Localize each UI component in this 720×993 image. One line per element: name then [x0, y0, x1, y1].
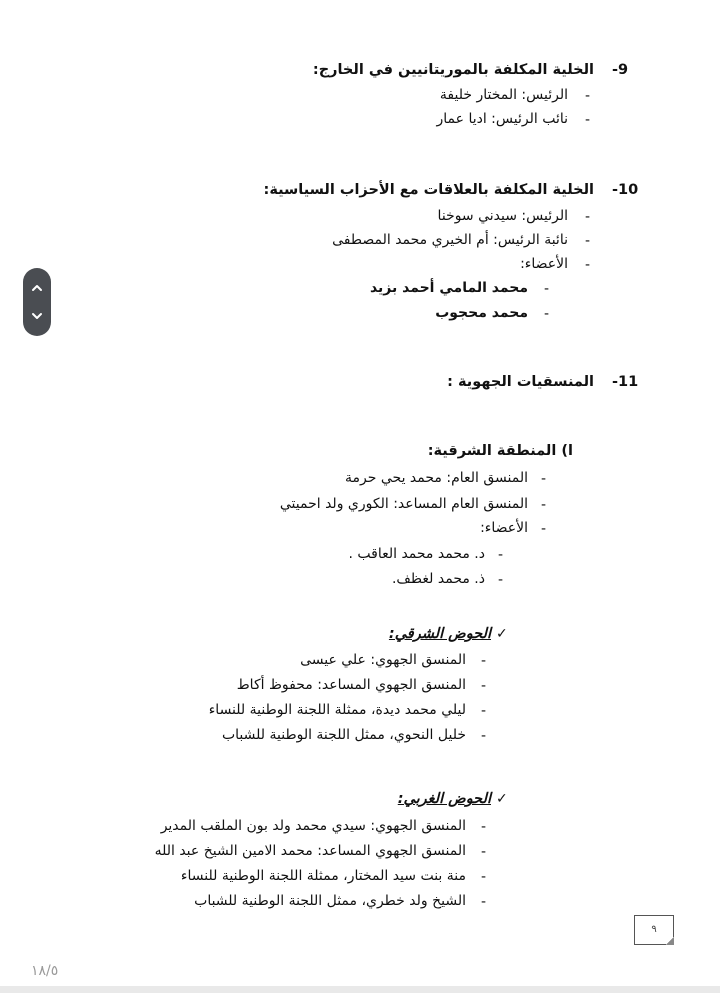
page-scroll-control [23, 268, 51, 336]
list-item: الرئيس: سيدني سوخنا [437, 208, 568, 224]
member-item: محمد المامي أحمد بزيد [369, 280, 528, 296]
bullet-dash: - [481, 653, 487, 669]
bullet-dash: - [481, 703, 487, 719]
bullet-dash: - [544, 281, 550, 297]
bullet-dash: - [498, 547, 504, 563]
bullet-dash: - [585, 257, 591, 273]
checkmark-icon: ✓ [496, 626, 508, 642]
bullet-dash: - [541, 471, 547, 487]
bullet-dash: - [585, 209, 591, 225]
bullet-dash: - [585, 112, 591, 128]
bullet-dash: - [481, 819, 487, 835]
list-item: الشيخ ولد خطري، ممثل اللجنة الوطنية للشباب [194, 893, 466, 909]
bullet-dash: - [481, 678, 487, 694]
list-item: المنسق الجهوي: علي عيسى [300, 652, 466, 668]
bullet-dash: - [541, 521, 547, 537]
bullet-dash: - [481, 728, 487, 744]
section-9-number: -9 [612, 62, 629, 78]
list-item: الأعضاء: [480, 520, 528, 536]
bullet-dash: - [481, 844, 487, 860]
list-item: الرئيس: المختار خليفة [439, 87, 568, 103]
bottom-divider [0, 986, 720, 993]
section-11-title: المنسقيات الجهوية : [447, 374, 594, 390]
bullet-dash: - [498, 572, 504, 588]
chevron-down-icon [30, 309, 44, 323]
chevron-up-icon [30, 281, 44, 295]
bullet-dash: - [541, 497, 547, 513]
member-item: ذ. محمد لغظف. [391, 571, 485, 587]
list-item: ليلي محمد ديدة، ممثلة اللجنة الوطنية للنساء [208, 702, 466, 718]
section-11-number: -11 [612, 374, 639, 390]
scroll-down-button[interactable] [23, 301, 51, 331]
member-item: د. محمد محمد العاقب . [348, 546, 485, 562]
page-counter: ١٨/٥ [31, 963, 59, 979]
western-basin-title: الحوض الغربي: [397, 791, 491, 807]
list-item: المنسق العام المساعد: الكوري ولد احميتي [279, 496, 528, 512]
list-item: المنسق العام: محمد يحي حرمة [345, 470, 528, 486]
list-item: خليل النحوي، ممثل اللجنة الوطنية للشباب [221, 727, 466, 743]
bullet-dash: - [481, 869, 487, 885]
list-item: الأعضاء: [520, 256, 568, 272]
section-9-title: الخلية المكلفة بالموريتانيين في الخارج: [312, 62, 594, 78]
bullet-dash: - [481, 894, 487, 910]
list-item: المنسق الجهوي: سيدي محمد ولد بون الملقب المدير [160, 818, 466, 834]
bullet-dash: - [585, 88, 591, 104]
list-item: منة بنت سيد المختار، ممثلة اللجنة الوطنية للنساء [180, 868, 466, 884]
list-item: المنسق الجهوي المساعد: محمد الامين الشيخ عبد الله [154, 843, 466, 859]
east-region-title: ا) المنطقة الشرقية: [427, 443, 573, 459]
bullet-dash: - [585, 233, 591, 249]
page-number-badge: ٩ [634, 915, 674, 945]
section-10-title: الخلية المكلفة بالعلاقات مع الأحزاب السياسية: [263, 182, 594, 198]
bullet-dash: - [544, 306, 550, 322]
member-item: محمد محجوب [435, 305, 528, 321]
checkmark-icon: ✓ [496, 791, 508, 807]
list-item: المنسق الجهوي المساعد: محفوظ أكاط [236, 677, 466, 693]
scroll-up-button[interactable] [23, 273, 51, 303]
eastern-basin-title: الحوض الشرقي: [388, 626, 491, 642]
section-10-number: -10 [612, 182, 639, 198]
list-item: نائبة الرئيس: أم الخيري محمد المصطفى [332, 232, 568, 248]
list-item: نائب الرئيس: اديا عمار [436, 111, 568, 127]
